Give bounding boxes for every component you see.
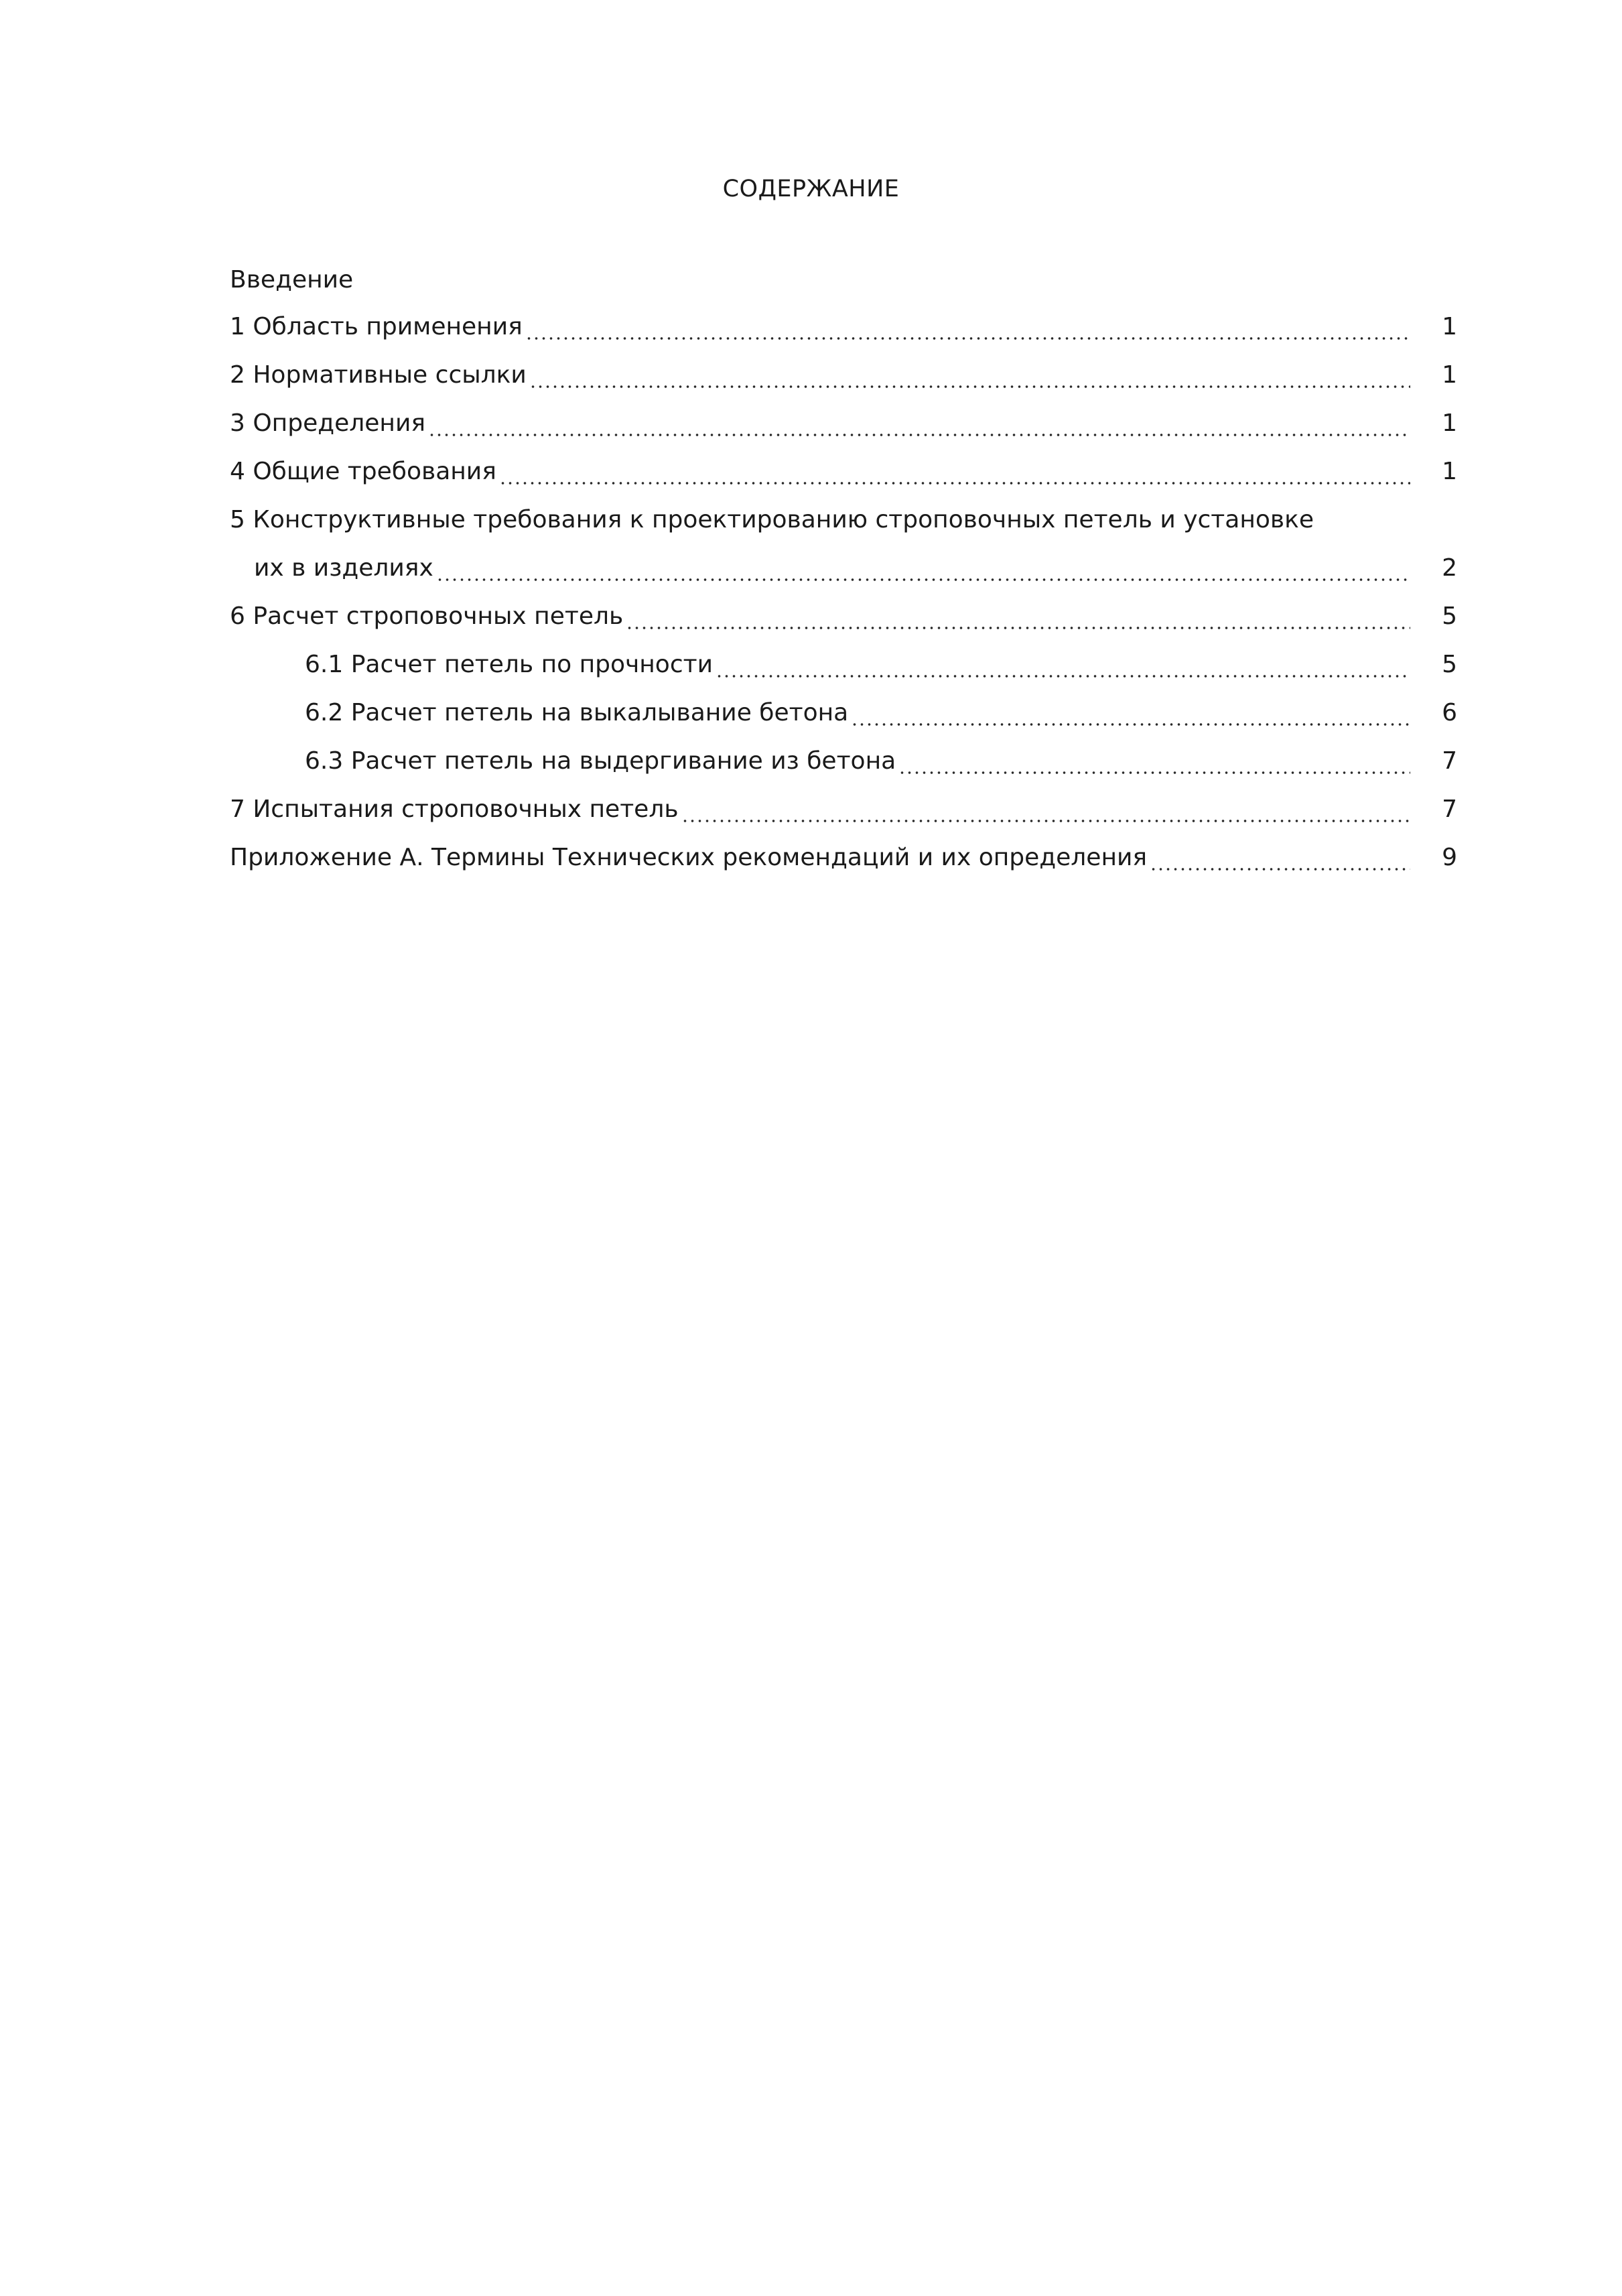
toc-entry-label: 2 Нормативные ссылки [230,359,527,391]
toc-entry-label: 1 Область применения [230,311,523,343]
toc-subentry[interactable] [230,693,1457,741]
table-of-contents [230,260,1457,886]
toc-entry[interactable] [230,307,1457,355]
toc-intro[interactable] [230,260,1457,307]
toc-entry[interactable] [230,789,1457,838]
toc-entry-label: Приложение А. Термины Технических рекомендаций и их определения [230,842,1147,874]
toc-entry-page: 6 [1430,697,1457,729]
toc-entry-label: 4 Общие требования [230,456,496,488]
leader-dots [626,600,1410,633]
leader-dots [1150,842,1410,874]
toc-entry[interactable] [230,355,1457,403]
toc-entry[interactable] [230,452,1457,500]
toc-entry[interactable] [230,500,1457,548]
leader-dots [681,793,1410,826]
toc-entry-label: 6 Расчет строповочных петель [230,600,623,633]
toc-intro-label: Введение [230,264,353,296]
leader-dots [525,311,1410,343]
toc-entry-page: 5 [1430,649,1457,681]
toc-entry-label: 5 Конструктивные требования к проектированию строповочных петель и установке [230,504,1314,536]
leader-dots [428,407,1410,440]
toc-subentry-label: 6.2 Расчет петель на выкалывание бетона [305,697,848,729]
toc-subentry-label: 6.3 Расчет петель на выдергивание из бетона [305,745,896,777]
toc-subentry[interactable] [230,741,1457,789]
toc-entry-label: 3 Определения [230,407,425,440]
toc-entry-page: 1 [1430,407,1457,440]
leader-dots [499,456,1410,488]
toc-entry[interactable] [230,403,1457,452]
toc-entry-page: 7 [1430,793,1457,826]
toc-entry-page: 2 [1430,552,1457,584]
toc-entry-label: 7 Испытания строповочных петель [230,793,679,826]
leader-dots [436,552,1410,584]
toc-entry[interactable] [230,838,1457,886]
toc-entry-page: 9 [1430,842,1457,874]
toc-entry-page: 1 [1430,311,1457,343]
toc-entry-page: 7 [1430,745,1457,777]
toc-entry-page: 5 [1430,600,1457,633]
toc-entry-page: 1 [1430,456,1457,488]
toc-entry-page: 1 [1430,359,1457,391]
toc-entry-label: их в изделиях [254,552,433,584]
leader-dots [851,697,1410,729]
toc-entry-continuation[interactable] [230,548,1457,596]
toc-heading: СОДЕРЖАНИЕ [722,176,900,202]
toc-subentry-label: 6.1 Расчет петель по прочности [305,649,713,681]
toc-subentry[interactable] [230,645,1457,693]
leader-dots [529,359,1410,391]
leader-dots [716,649,1410,681]
leader-dots [898,745,1410,777]
toc-entry[interactable] [230,596,1457,645]
